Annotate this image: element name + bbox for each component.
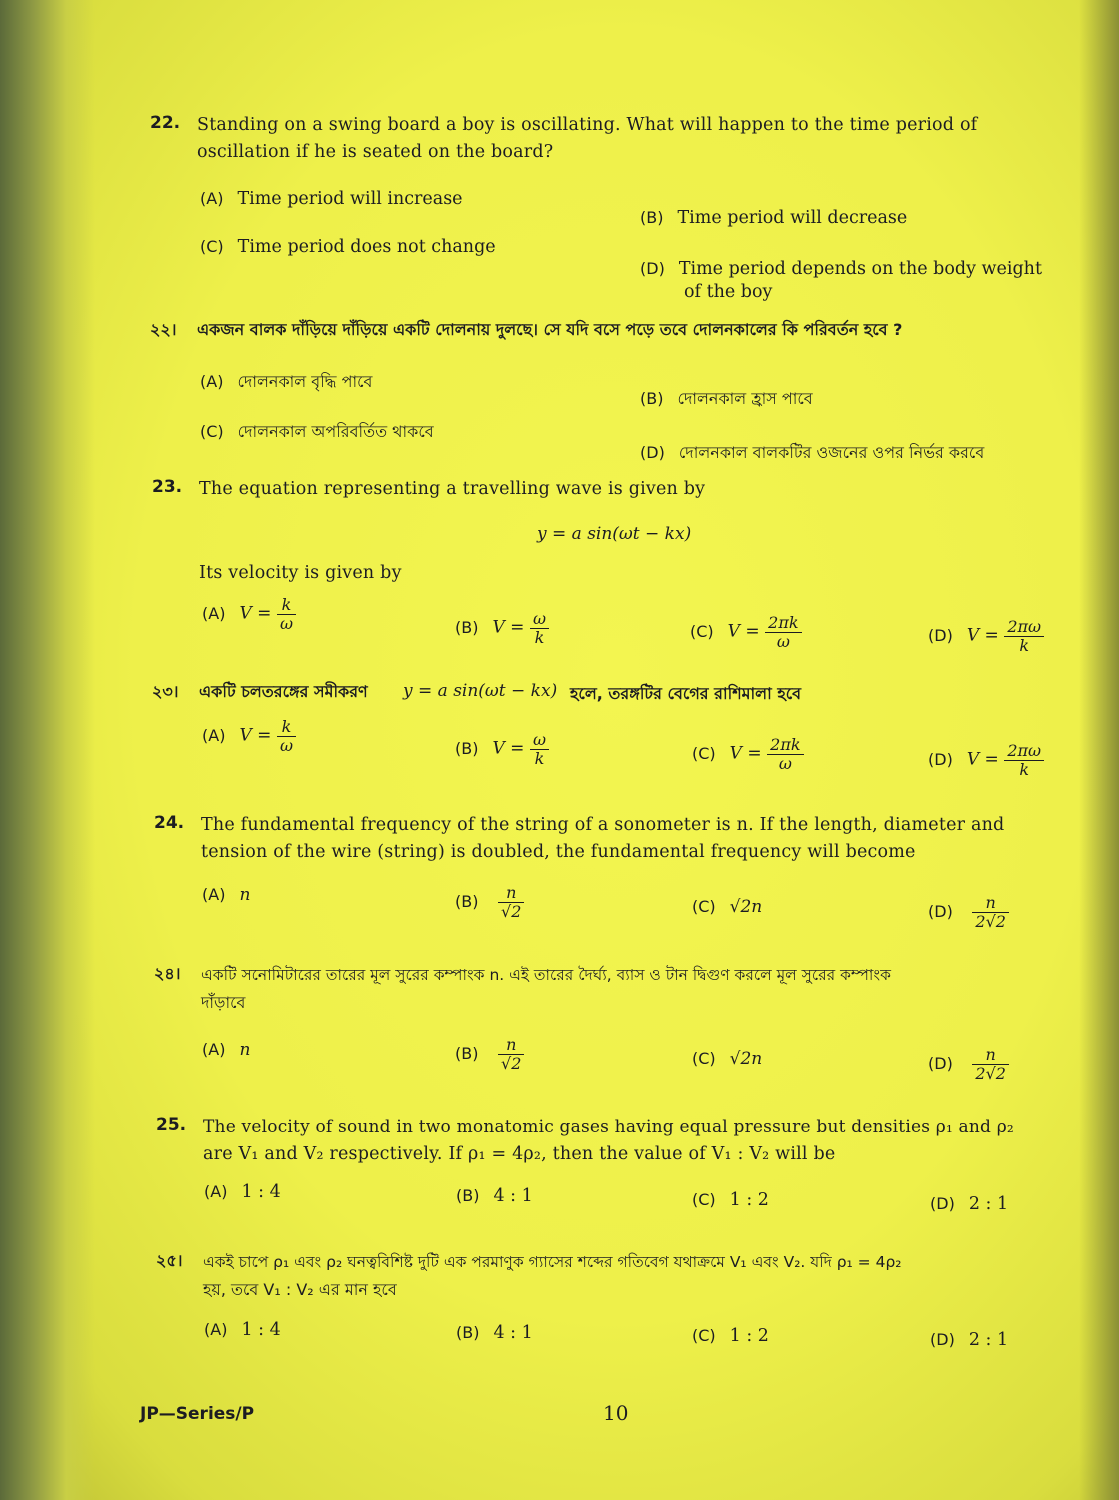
option-d: (D) $\frac{n}{2√2}$	[928, 894, 1009, 930]
option-a: (A) 1 : 4	[204, 1182, 281, 1202]
question-number: ২৪।	[154, 964, 181, 983]
option-d: (D) V = $\frac{2\pi\omega}{k}$	[928, 742, 1044, 778]
option-a: (A) V = $\frac{k}{\omega}$	[202, 596, 296, 632]
option-d-line2: of the boy	[684, 282, 773, 302]
option-c: (C) দোলনকাল অপরিবর্তিত থাকবে	[200, 422, 434, 441]
question-text-line1: The equation representing a travelling wave is given by	[199, 479, 706, 499]
option-c: (C) √2n	[692, 1049, 763, 1069]
fraction: $\frac{2\pi\omega}{k}$	[1004, 742, 1044, 778]
option-d: (D) $\frac{n}{2√2}$	[928, 1046, 1009, 1082]
fraction: $\frac{n}{√2}$	[498, 884, 524, 920]
option-a: (A) n	[202, 1040, 251, 1060]
option-a: (A) V = $\frac{k}{\omega}$	[202, 718, 296, 754]
question-number: 22.	[150, 113, 181, 133]
question-text-line1: Standing on a swing board a boy is oscillating. What will happen to the time period of	[197, 115, 978, 135]
wave-equation: y = a sin(ωt − kx)	[403, 681, 558, 701]
option-b: (B) V = $\frac{\omega}{k}$	[455, 610, 549, 646]
fraction: $\frac{n}{2√2}$	[972, 1046, 1009, 1082]
page-number: 10	[603, 1401, 629, 1425]
option-c: (C) Time period does not change	[200, 237, 496, 257]
question-number: 23.	[152, 477, 183, 497]
option-a: (A) Time period will increase	[200, 189, 463, 209]
series-label: JP—Series/P	[140, 1404, 255, 1424]
fraction: $\frac{2\pi\omega}{k}$	[1004, 618, 1044, 654]
option-c: (C) √2n	[692, 897, 763, 917]
question-text: একজন বালক দাঁড়িয়ে দাঁড়িয়ে একটি দোলনায় দুলছে। সে যদি বসে পড়ে তবে দোলনকালের কি পরিবর্তন হবে ?	[197, 320, 903, 339]
question-text-line1: একটি সনোমিটারের তারের মূল সুরের কম্পাংক n. এই তারের দৈর্ঘ্য, ব্যাস ও টান দ্বিগুণ করলে মূল সুরের কম্পাংক	[201, 966, 891, 984]
option-b: (B) $\frac{n}{√2}$	[455, 1036, 524, 1072]
option-a: (A) দোলনকাল বৃদ্ধি পাবে	[200, 372, 373, 391]
option-a: (A) 1 : 4	[204, 1320, 281, 1340]
option-b: (B) 4 : 1	[456, 1323, 533, 1343]
question-text-line2: tension of the wire (string) is doubled, the fundamental frequency will become	[201, 842, 916, 862]
question-text-line2: Its velocity is given by	[199, 563, 402, 583]
option-b: (B) $\frac{n}{√2}$	[455, 884, 524, 920]
option-d: (D) Time period depends on the body weight	[640, 259, 1042, 279]
fraction: $\frac{k}{\omega}$	[277, 596, 296, 632]
option-b: (B) 4 : 1	[456, 1186, 533, 1206]
wave-equation: y = a sin(ωt − kx)	[537, 524, 692, 544]
question-text-line2: হয়, তবে V₁ : V₂ এর মান হবে	[203, 1280, 397, 1299]
question-number: 25.	[156, 1115, 187, 1135]
fraction: $\frac{2\pi k}{\omega}$	[767, 736, 803, 772]
question-text-line1: The fundamental frequency of the string of a sonometer is n. If the length, diameter and	[201, 815, 1005, 835]
option-b: (B) V = $\frac{\omega}{k}$	[455, 731, 549, 767]
option-c: (C) V = $\frac{2\pi k}{\omega}$	[690, 614, 802, 650]
option-c: (C) 1 : 2	[692, 1326, 769, 1346]
question-text-post: হলে, তরঙ্গটির বেগের রাশিমালা হবে	[570, 684, 802, 703]
option-d: (D) দোলনকাল বালকটির ওজনের ওপর নির্ভর করবে	[640, 443, 985, 462]
option-d: (D) 2 : 1	[930, 1330, 1009, 1350]
question-text-pre: একটি চলতরঙ্গের সমীকরণ	[199, 682, 368, 701]
fraction: $\frac{k}{\omega}$	[277, 718, 296, 754]
fraction: $\frac{\omega}{k}$	[530, 731, 549, 767]
fraction: $\frac{2\pi k}{\omega}$	[765, 614, 801, 650]
option-a: (A) n	[202, 885, 251, 905]
question-number: 24.	[154, 813, 185, 833]
option-c: (C) 1 : 2	[692, 1190, 769, 1210]
question-text-line1: একই চাপে ρ₁ এবং ρ₂ ঘনত্ববিশিষ্ট দুটি এক পরমাণুক গ্যাসের শব্দের গতিবেগ যথাক্রমে V₁ এবং V₂. যদি ρ₁ = 4ρ₂	[203, 1253, 902, 1271]
option-d: (D) 2 : 1	[930, 1194, 1009, 1214]
option-b: (B) দোলনকাল হ্রাস পাবে	[640, 389, 813, 408]
question-number: ২৩।	[152, 682, 179, 701]
question-text-line2: are V₁ and V₂ respectively. If ρ₁ = 4ρ₂, then the value of V₁ : V₂ will be	[203, 1144, 836, 1164]
option-d: (D) V = $\frac{2\pi\omega}{k}$	[928, 618, 1044, 654]
question-number: ২২।	[150, 320, 177, 339]
fraction: $\frac{\omega}{k}$	[530, 610, 549, 646]
fraction: $\frac{n}{√2}$	[498, 1036, 524, 1072]
option-c: (C) V = $\frac{2\pi k}{\omega}$	[692, 736, 804, 772]
option-b: (B) Time period will decrease	[640, 208, 908, 228]
fraction: $\frac{n}{2√2}$	[972, 894, 1009, 930]
question-number: ২৫।	[156, 1251, 183, 1270]
question-text-line2: oscillation if he is seated on the board?	[197, 142, 554, 162]
question-text-line1: The velocity of sound in two monatomic gases having equal pressure but densities ρ₁ and ρ₂	[203, 1117, 1014, 1137]
question-text-line2: দাঁড়াবে	[201, 993, 246, 1012]
